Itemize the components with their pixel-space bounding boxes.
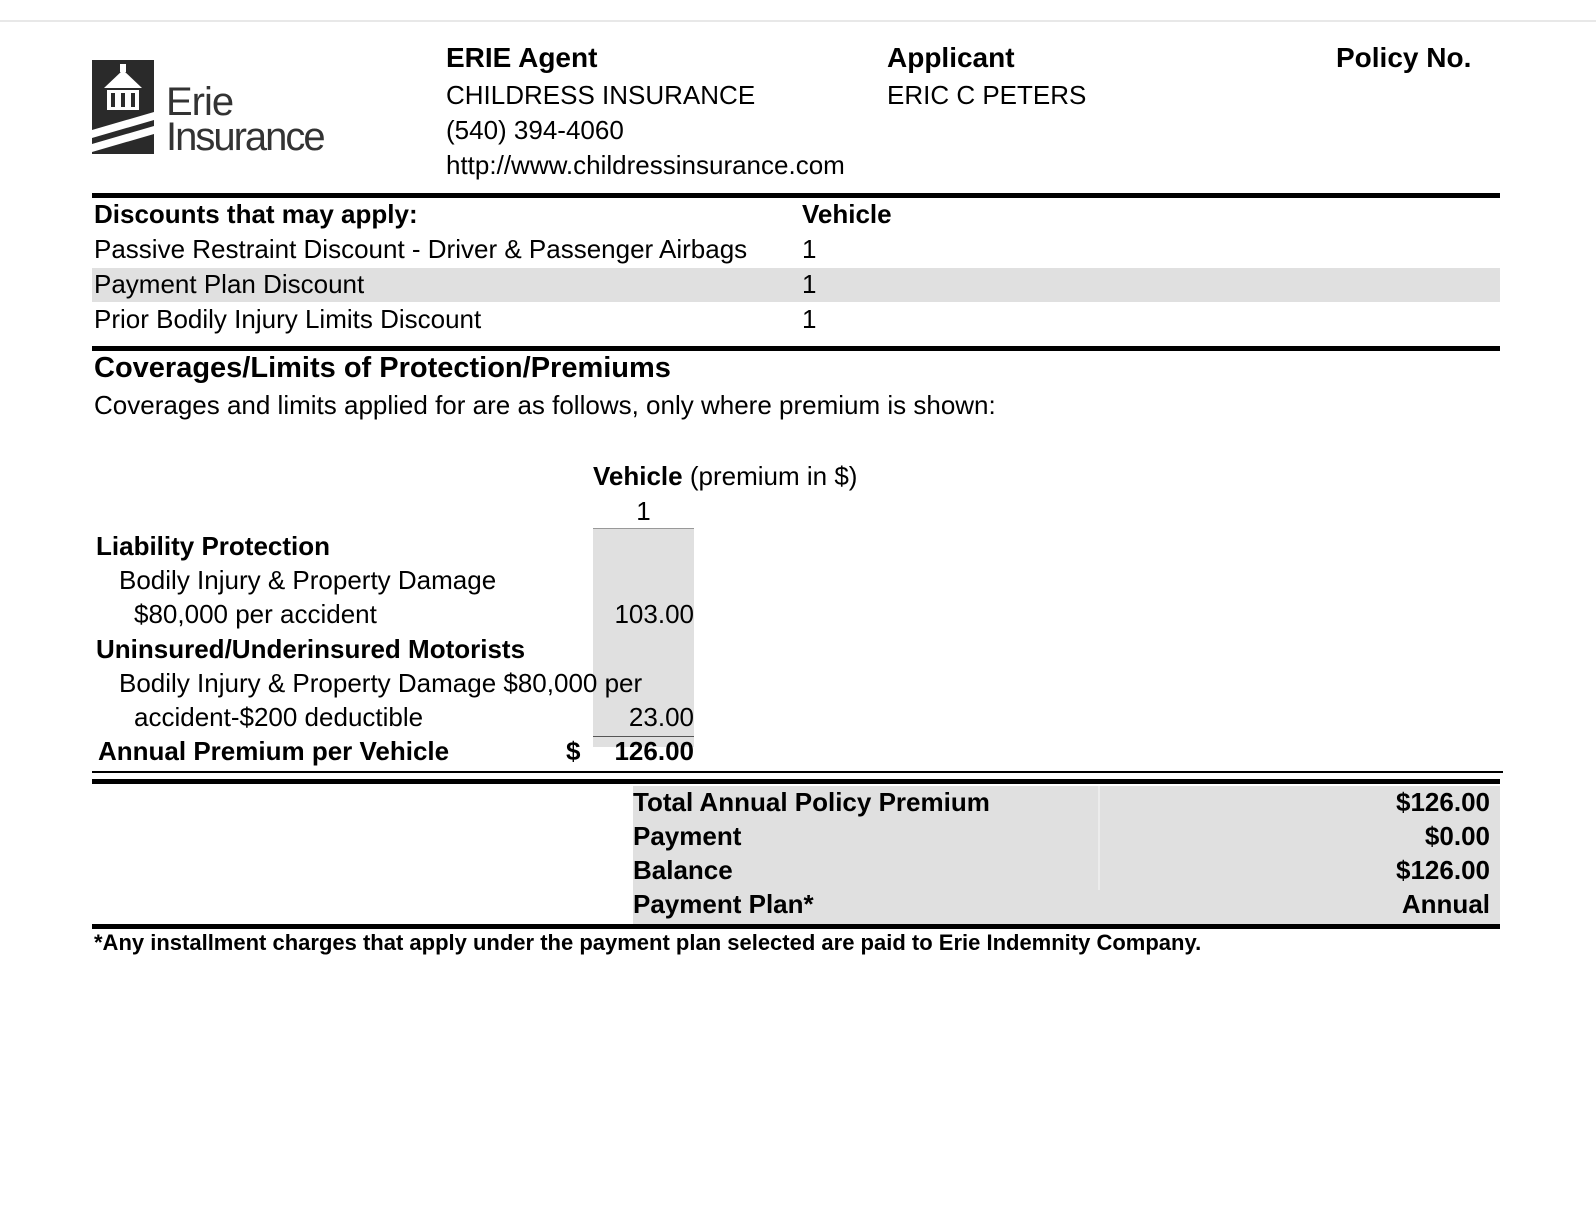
total-premium-value: $126.00 xyxy=(1396,787,1490,817)
balance-label: Balance xyxy=(633,855,733,885)
payment-plan-value: Annual xyxy=(1401,889,1490,919)
applicant-name: ERIC C PETERS xyxy=(887,80,1087,110)
divider-discounts xyxy=(92,346,1500,351)
building-icon xyxy=(92,60,162,155)
divider-annual-thick xyxy=(92,779,1500,784)
discount-label: Prior Bodily Injury Limits Discount xyxy=(94,304,482,334)
discount-vehicle: 1 xyxy=(802,234,817,264)
payment-plan-label: Payment Plan* xyxy=(633,889,814,919)
policy-heading: Policy No. xyxy=(1336,42,1472,73)
uninsured-premium: 23.00 xyxy=(628,702,694,732)
discounts-heading: Discounts that may apply: xyxy=(94,199,418,229)
vehicle-premium-header xyxy=(593,461,857,492)
liability-heading: Liability Protection xyxy=(96,531,331,561)
discount-label: Payment Plan Discount xyxy=(94,269,365,299)
divider-header xyxy=(92,193,1500,198)
coverages-heading: Coverages/Limits of Protection/Premiums xyxy=(94,352,671,384)
agent-phone: (540) 394-4060 xyxy=(446,115,624,145)
annual-premium-value: 126.00 xyxy=(614,736,694,766)
agent-url[interactable]: http://www.childressinsurance.com xyxy=(446,150,845,180)
uninsured-heading: Uninsured/Underinsured Motorists xyxy=(96,634,526,664)
divider-annual-thin xyxy=(92,771,1503,773)
logo-text-insurance: Insurance xyxy=(166,115,324,159)
discounts-vehicle-heading: Vehicle xyxy=(802,199,892,229)
discount-vehicle: 1 xyxy=(802,304,817,334)
erie-insurance-logo xyxy=(92,60,342,160)
total-premium-label: Total Annual Policy Premium xyxy=(633,787,990,817)
totals-column-divider xyxy=(1098,786,1100,890)
discount-vehicle: 1 xyxy=(802,269,817,299)
coverages-subheading: Coverages and limits applied for are as follows, only where premium is shown: xyxy=(94,390,996,420)
uninsured-line1: Bodily Injury & Property Damage $80,000 per xyxy=(119,668,643,698)
vehicle-heading: Vehicle xyxy=(593,461,683,491)
payment-value: $0.00 xyxy=(1424,821,1490,851)
balance-value: $126.00 xyxy=(1396,855,1490,885)
liability-line2: $80,000 per accident xyxy=(134,599,377,629)
vehicle-premium-note: (premium in $) xyxy=(689,461,858,491)
payment-label: Payment xyxy=(633,821,742,851)
applicant-heading: Applicant xyxy=(887,42,1015,73)
annual-premium-currency: $ xyxy=(566,736,581,766)
top-border xyxy=(0,20,1596,22)
divider-totals xyxy=(92,924,1500,929)
agent-name: CHILDRESS INSURANCE xyxy=(446,80,756,110)
agent-heading: ERIE Agent xyxy=(446,42,598,73)
discount-label: Passive Restraint Discount - Driver & Passenger Airbags xyxy=(94,234,748,264)
vehicle-number: 1 xyxy=(636,496,651,526)
liability-line1: Bodily Injury & Property Damage xyxy=(119,565,497,595)
liability-premium: 103.00 xyxy=(614,599,694,629)
annual-premium-label: Annual Premium per Vehicle xyxy=(98,736,450,766)
uninsured-line2: accident-$200 deductible xyxy=(134,702,424,732)
footnote: *Any installment charges that apply under the payment plan selected are paid to Erie Indemnity Company. xyxy=(94,930,1202,955)
logo-text-erie: Erie xyxy=(166,80,234,124)
